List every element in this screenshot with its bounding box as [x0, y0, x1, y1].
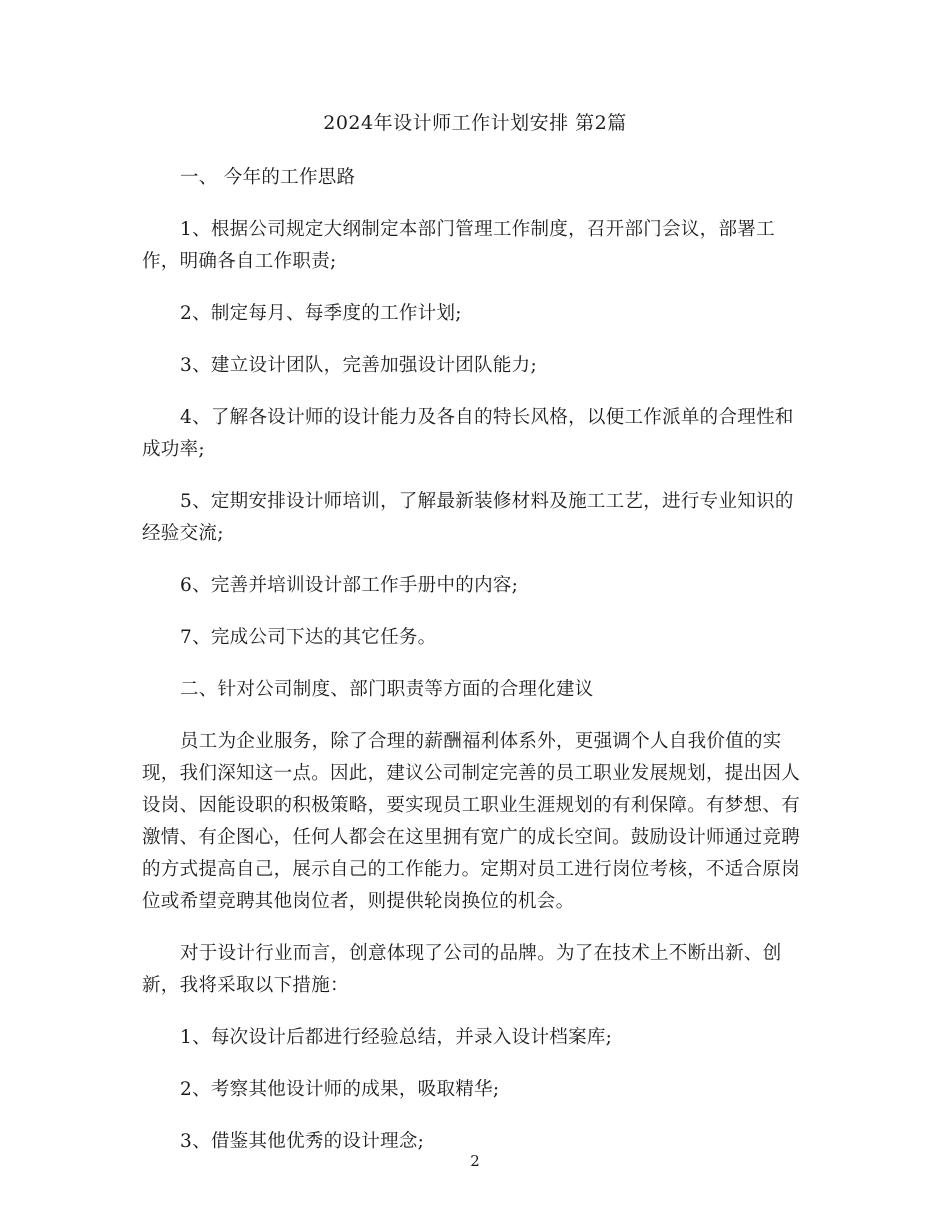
- list-item: 4、了解各设计师的设计能力及各自的特长风格，以便工作派单的合理性和成功率;: [142, 407, 794, 460]
- list-item: 5、定期安排设计师培训，了解最新装修材料及施工工艺，进行专业知识的经验交流;: [142, 491, 794, 544]
- page-number: 2: [470, 1152, 480, 1170]
- list-item: 1、每次设计后都进行经验总结，并录入设计档案库;: [180, 1027, 613, 1048]
- document-body: [142, 162, 808, 1158]
- list-item: 3、建立设计团队，完善加强设计团队能力;: [180, 355, 538, 376]
- list-item: 1、根据公司规定大纲制定本部门管理工作制度，召开部门会议，部署工作，明确各自工作职责;: [142, 219, 775, 272]
- document-title: 2024年设计师工作计划安排 第2篇: [323, 112, 627, 134]
- list-item: 3、借鉴其他优秀的设计理念;: [180, 1131, 425, 1152]
- section-heading: 二、针对公司制度、部门职责等方面的合理化建议: [180, 679, 594, 700]
- body-paragraph: 对于设计行业而言，创意体现了公司的品牌。为了在技术上不断出新、创新，我将采取以下措施：: [142, 943, 782, 996]
- section-heading: 一、 今年的工作思路: [180, 167, 356, 188]
- list-item: 7、完成公司下达的其它任务。: [180, 627, 437, 648]
- list-item: 2、制定每月、每季度的工作计划;: [180, 303, 462, 324]
- body-paragraph: 员工为企业服务，除了合理的薪酬福利体系外，更强调个人自我价值的实现，我们深知这一点。因此，建议公司制定完善的员工职业发展规划，提出因人设岗、因能设职的积极策略，要实现员工职业生涯规划的有利保障。有梦想、有激情、有企图心，任何人都会在这里拥有宽广的成长空间。鼓励设计师通过竞聘的方式提高自己，展示自己的工作能力。定期对员工进行岗位考核，不适合原岗位或希望竞聘其他岗位者，则提供轮岗换位的机会。: [142, 731, 801, 912]
- list-item: 6、完善并培训设计部工作手册中的内容;: [180, 575, 519, 596]
- list-item: 2、考察其他设计师的成果，吸取精华;: [180, 1079, 500, 1100]
